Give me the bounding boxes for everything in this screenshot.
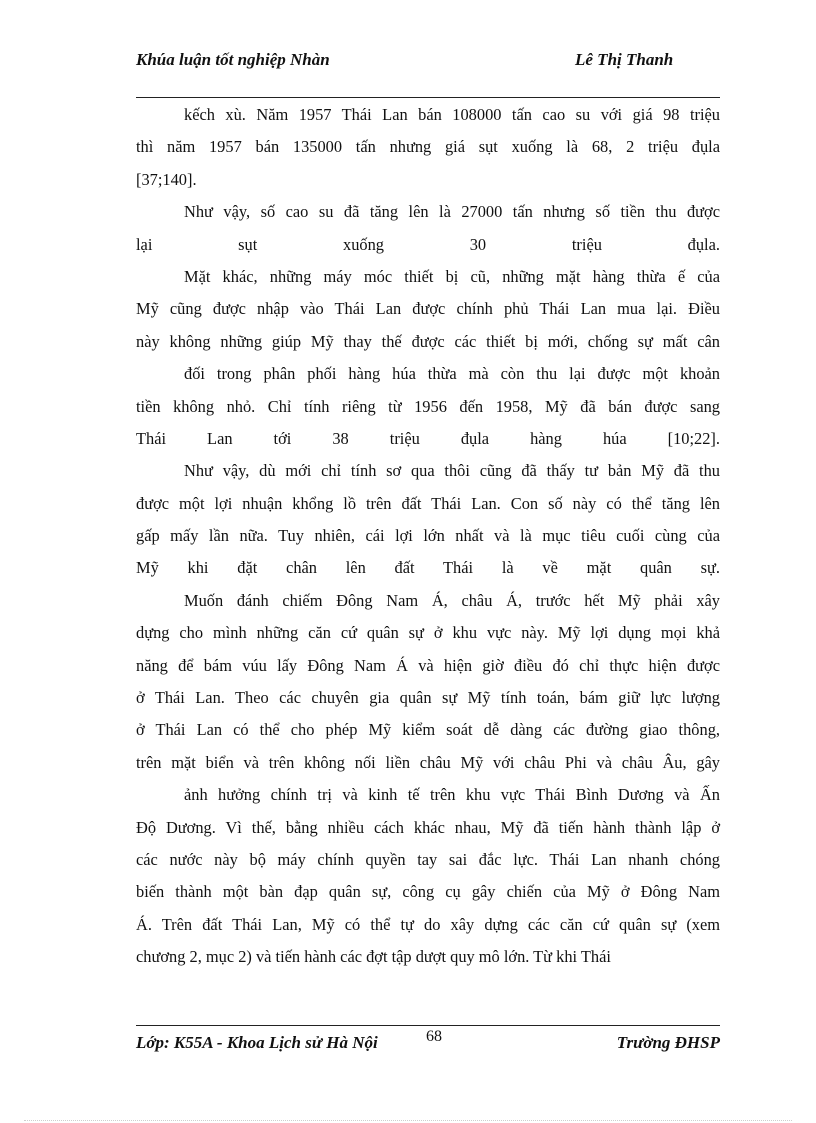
body-line: lại sụt xuống 30 triệu đụla. xyxy=(136,234,720,254)
body-line: chương 2, mục 2) và tiến hành các đợt tập dượt quy mô lớn. Từ khi Thái xyxy=(136,947,611,967)
body-line: ở Thái Lan. Theo các chuyên gia quân sự Mỹ tính toán, bám giữ lực lượng xyxy=(136,688,720,708)
header-divider xyxy=(136,97,720,98)
body-line: năng để bám vúu lấy Đông Nam Á và hiện giờ điều đó chỉ thực hiện được xyxy=(136,655,720,675)
body-line: Thái Lan tới 38 triệu đụla hàng húa [10;22]. xyxy=(136,428,720,448)
body-line: Mặt khác, những máy móc thiết bị cũ, những mặt hàng thừa ế của xyxy=(184,266,720,286)
header-right-text: Lê Thị Thanh xyxy=(575,50,674,69)
body-line: các nước này bộ máy chính quyền tay sai đắc lực. Thái Lan nhanh chóng xyxy=(136,849,720,869)
body-line: Độ Dương. Vì thế, bằng nhiều cách khác nhau, Mỹ đã tiến hành thành lập ở xyxy=(136,817,720,837)
body-line: gấp mấy lần nữa. Tuy nhiên, cái lợi lớn nhất và là mục tiêu cuối cùng của xyxy=(136,526,720,546)
body-line: trên mặt biển và trên không nối liền châu Mỹ với châu Phi và châu Âu, gây xyxy=(136,752,720,772)
body-line: Á. Trên đất Thái Lan, Mỹ có thể tự do xây dựng các căn cứ quân sự (xem xyxy=(136,914,720,934)
page-bottom-dotted-border xyxy=(24,1120,792,1121)
body-line: biến thành một bàn đạp quân sự, công cụ gây chiến của Mỹ ở Đông Nam xyxy=(136,882,720,902)
header-left-text: Khúa luận tốt nghiệp Nhàn xyxy=(136,50,330,69)
body-line: Như vậy, dù mới chỉ tính sơ qua thôi cũng đã thấy tư bản Mỹ đã thu xyxy=(184,461,720,481)
body-line: Mỹ khi đặt chân lên đất Thái là về mặt quân sự. xyxy=(136,558,720,578)
body-line: thì năm 1957 bán 135000 tấn nhưng giá sụt xuống là 68, 2 triệu đụla xyxy=(136,137,720,157)
body-line: ảnh hưởng chính trị và kinh tế trên khu vực Thái Bình Dương và Ấn xyxy=(184,785,720,805)
page-number: 68 xyxy=(426,1028,442,1045)
body-line: được một lợi nhuận khổng lồ trên đất Thái Lan. Con số này có thể tăng lên xyxy=(136,493,720,513)
body-line: dựng cho mình những căn cứ quân sự ở khu vực này. Mỹ lợi dụng mọi khả xyxy=(136,623,720,643)
body-line: ở Thái Lan có thể cho phép Mỹ kiểm soát dễ dàng các đường giao thông, xyxy=(136,720,720,740)
footer-right-text: Trường ĐHSP xyxy=(616,1033,720,1052)
body-line: [37;140]. xyxy=(136,169,197,189)
body-line: Như vậy, số cao su đã tăng lên là 27000 tấn nhưng số tiền thu được xyxy=(184,202,720,222)
body-text xyxy=(136,99,720,974)
body-line: đối trong phân phối hàng húa thừa mà còn thu lại được một khoản xyxy=(184,364,720,384)
body-line: kếch xù. Năm 1957 Thái Lan bán 108000 tấn cao su với giá 98 triệu xyxy=(184,105,720,124)
body-line: Mỹ cũng được nhập vào Thái Lan được chính phủ Thái Lan mua lại. Điều xyxy=(136,299,720,319)
body-line: tiền không nhỏ. Chỉ tính riêng từ 1956 đến 1958, Mỹ đã bán được sang xyxy=(136,396,720,416)
body-line: Muốn đánh chiếm Đông Nam Á, châu Á, trước hết Mỹ phải xây xyxy=(184,590,720,610)
footer-left-text: Lớp: K55A - Khoa Lịch sử Hà Nội xyxy=(136,1033,378,1052)
body-line: này không những giúp Mỹ thay thế được các thiết bị mới, chống sự mất cân xyxy=(136,331,720,351)
